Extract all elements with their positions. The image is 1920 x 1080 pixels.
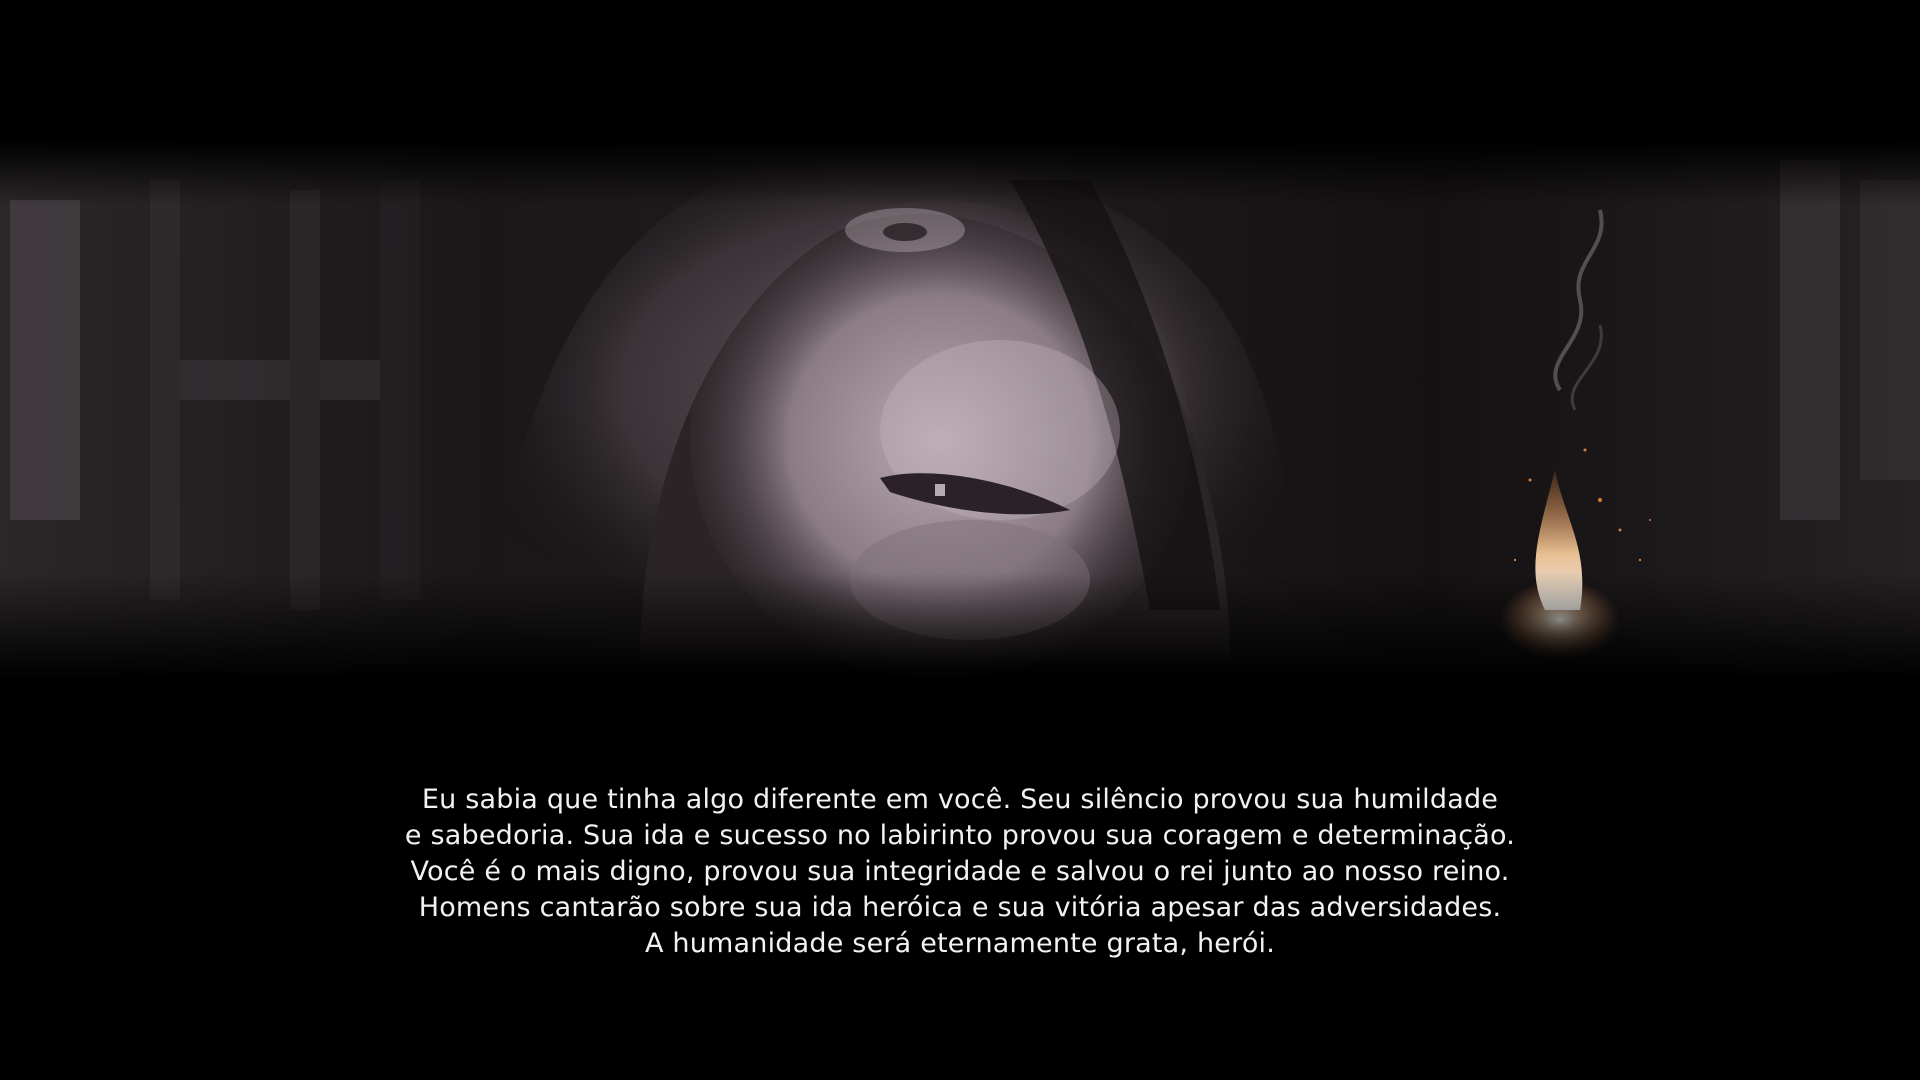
dialogue-line: Homens cantarão sobre sua ida heróica e sua vitória apesar das adversidades.: [418, 892, 1502, 923]
dialogue-line: Eu sabia que tinha algo diferente em você. Seu silêncio provou sua humildade: [421, 784, 1499, 815]
hooded-elder-illustration: [0, 140, 1920, 680]
dialogue-line: e sabedoria. Sua ida e sucesso no labirinto provou sua coragem e determinação.: [404, 820, 1516, 851]
cutscene-image: [0, 140, 1920, 680]
dialogue-text: [0, 782, 1920, 962]
dialogue-line: A humanidade será eternamente grata, herói.: [644, 928, 1276, 959]
dialogue-line: Você é o mais digno, provou sua integridade e salvou o rei junto ao nosso reino.: [410, 856, 1510, 887]
